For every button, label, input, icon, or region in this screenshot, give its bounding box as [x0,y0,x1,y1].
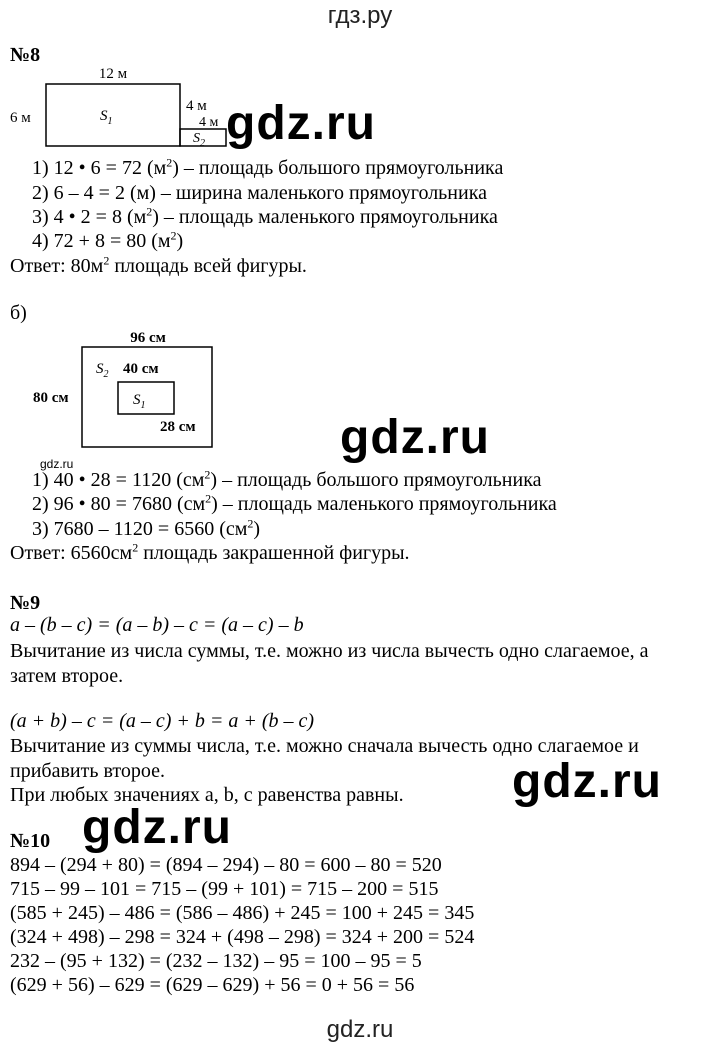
fig-a-right-label: 4 м [186,98,207,114]
step-b-2: 2) 96 • 80 = 7680 $(см^2)$ – площадь маленького прямоугольника [32,491,557,515]
fig-a-left-label: 6 м [10,110,31,126]
watermark: gdz.ru [340,411,490,464]
big-rectangle [46,84,180,146]
watermark: gdz.ru [226,97,376,150]
text-1-line-1: Вычитание из числа суммы, т.е. можно из числа вычесть одно слагаемое, а [10,640,649,662]
calc-line: (324 + 498) – 298 = 324 + (498 – 298) = 324 + 200 = 524 [10,926,475,948]
step-a-2: 2) 6 – 4 = 2 (м) – ширина маленького прямоугольника [32,182,487,204]
fig-a-s2: $S_2$ [193,131,205,149]
fig-a-top-label: 12 м [98,66,128,82]
watermark: gdz.ru [82,801,232,854]
answer-b: Ответ: $6560см^2$ площадь закрашенной фигуры. [10,540,410,564]
task-8-number: №8 [10,44,41,66]
fig-b-s1: $S_1$ [133,392,146,411]
task-9-number: №9 [10,592,41,614]
text-3: При любых значениях a, b, c равенства равны. [10,784,404,806]
fig-b-inner-right-label: 28 см [160,419,196,435]
fig-b-left-label: 80 см [33,390,69,406]
calc-line: 894 – (294 + 80) = (894 – 294) – 80 = 600 – 80 = 520 [10,854,442,876]
part-b-label: б) [10,302,27,324]
fig-b-top-label: 96 см [130,330,166,346]
step-b-3: 3) 7680 – 1120 = 6560 $(см^2)$ [32,516,261,540]
step-b-1: 1) 40 • 28 = 1120 $(см^2)$ – площадь большого прямоугольника [32,467,542,491]
task-10-number: №10 [10,830,51,852]
calc-line: (585 + 245) – 486 = (586 – 486) + 245 = 100 + 245 = 345 [10,902,475,924]
watermark: gdz.ru [512,755,662,808]
fig-b-s2: $S_2$ [96,361,109,380]
text-2-line-2: прибавить второе. [10,760,166,782]
fig-b-inner-top-label: 40 см [123,361,159,377]
site-header: гдз.ру [327,2,393,29]
formula-1: a – (b – c) = (a – b) – c = (a – c) – b [10,614,304,636]
calc-line: 232 – (95 + 132) = (232 – 132) – 95 = 100 – 95 = 5 [10,950,422,972]
text-2-line-1: Вычитание из суммы числа, т.е. можно сначала вычесть одно слагаемое и [10,735,639,757]
inner-rectangle [118,382,174,414]
step-a-1: 1) 12 • 6 = 72 $(м^2)$ – площадь большого прямоугольника [32,155,504,179]
answer-a: Ответ: $80м^2$ площадь всей фигуры. [10,253,307,277]
watermark-small: gdz.ru [40,457,74,471]
text-1-line-2: затем второе. [10,665,124,687]
figure-a [0,60,240,160]
step-a-3: 3) 4 • 2 = 8 $(м^2)$ – площадь маленького прямоугольника [32,204,498,228]
fig-a-s1: $S_1$ [100,108,113,127]
formula-2: (a + b) – c = (a – c) + b = a + (b – c) [10,710,315,732]
calc-line: 715 – 99 – 101 = 715 – (99 + 101) = 715 – 200 = 515 [10,878,439,900]
fig-a-small-top-label: 4 м [199,115,219,130]
figure-b [0,325,260,455]
step-a-4: 4) 72 + 8 = 80 $(м^2)$ [32,228,184,252]
site-footer: gdz.ru [326,1016,394,1043]
calc-line: (629 + 56) – 629 = (629 – 629) + 56 = 0 + 56 = 56 [10,974,415,996]
